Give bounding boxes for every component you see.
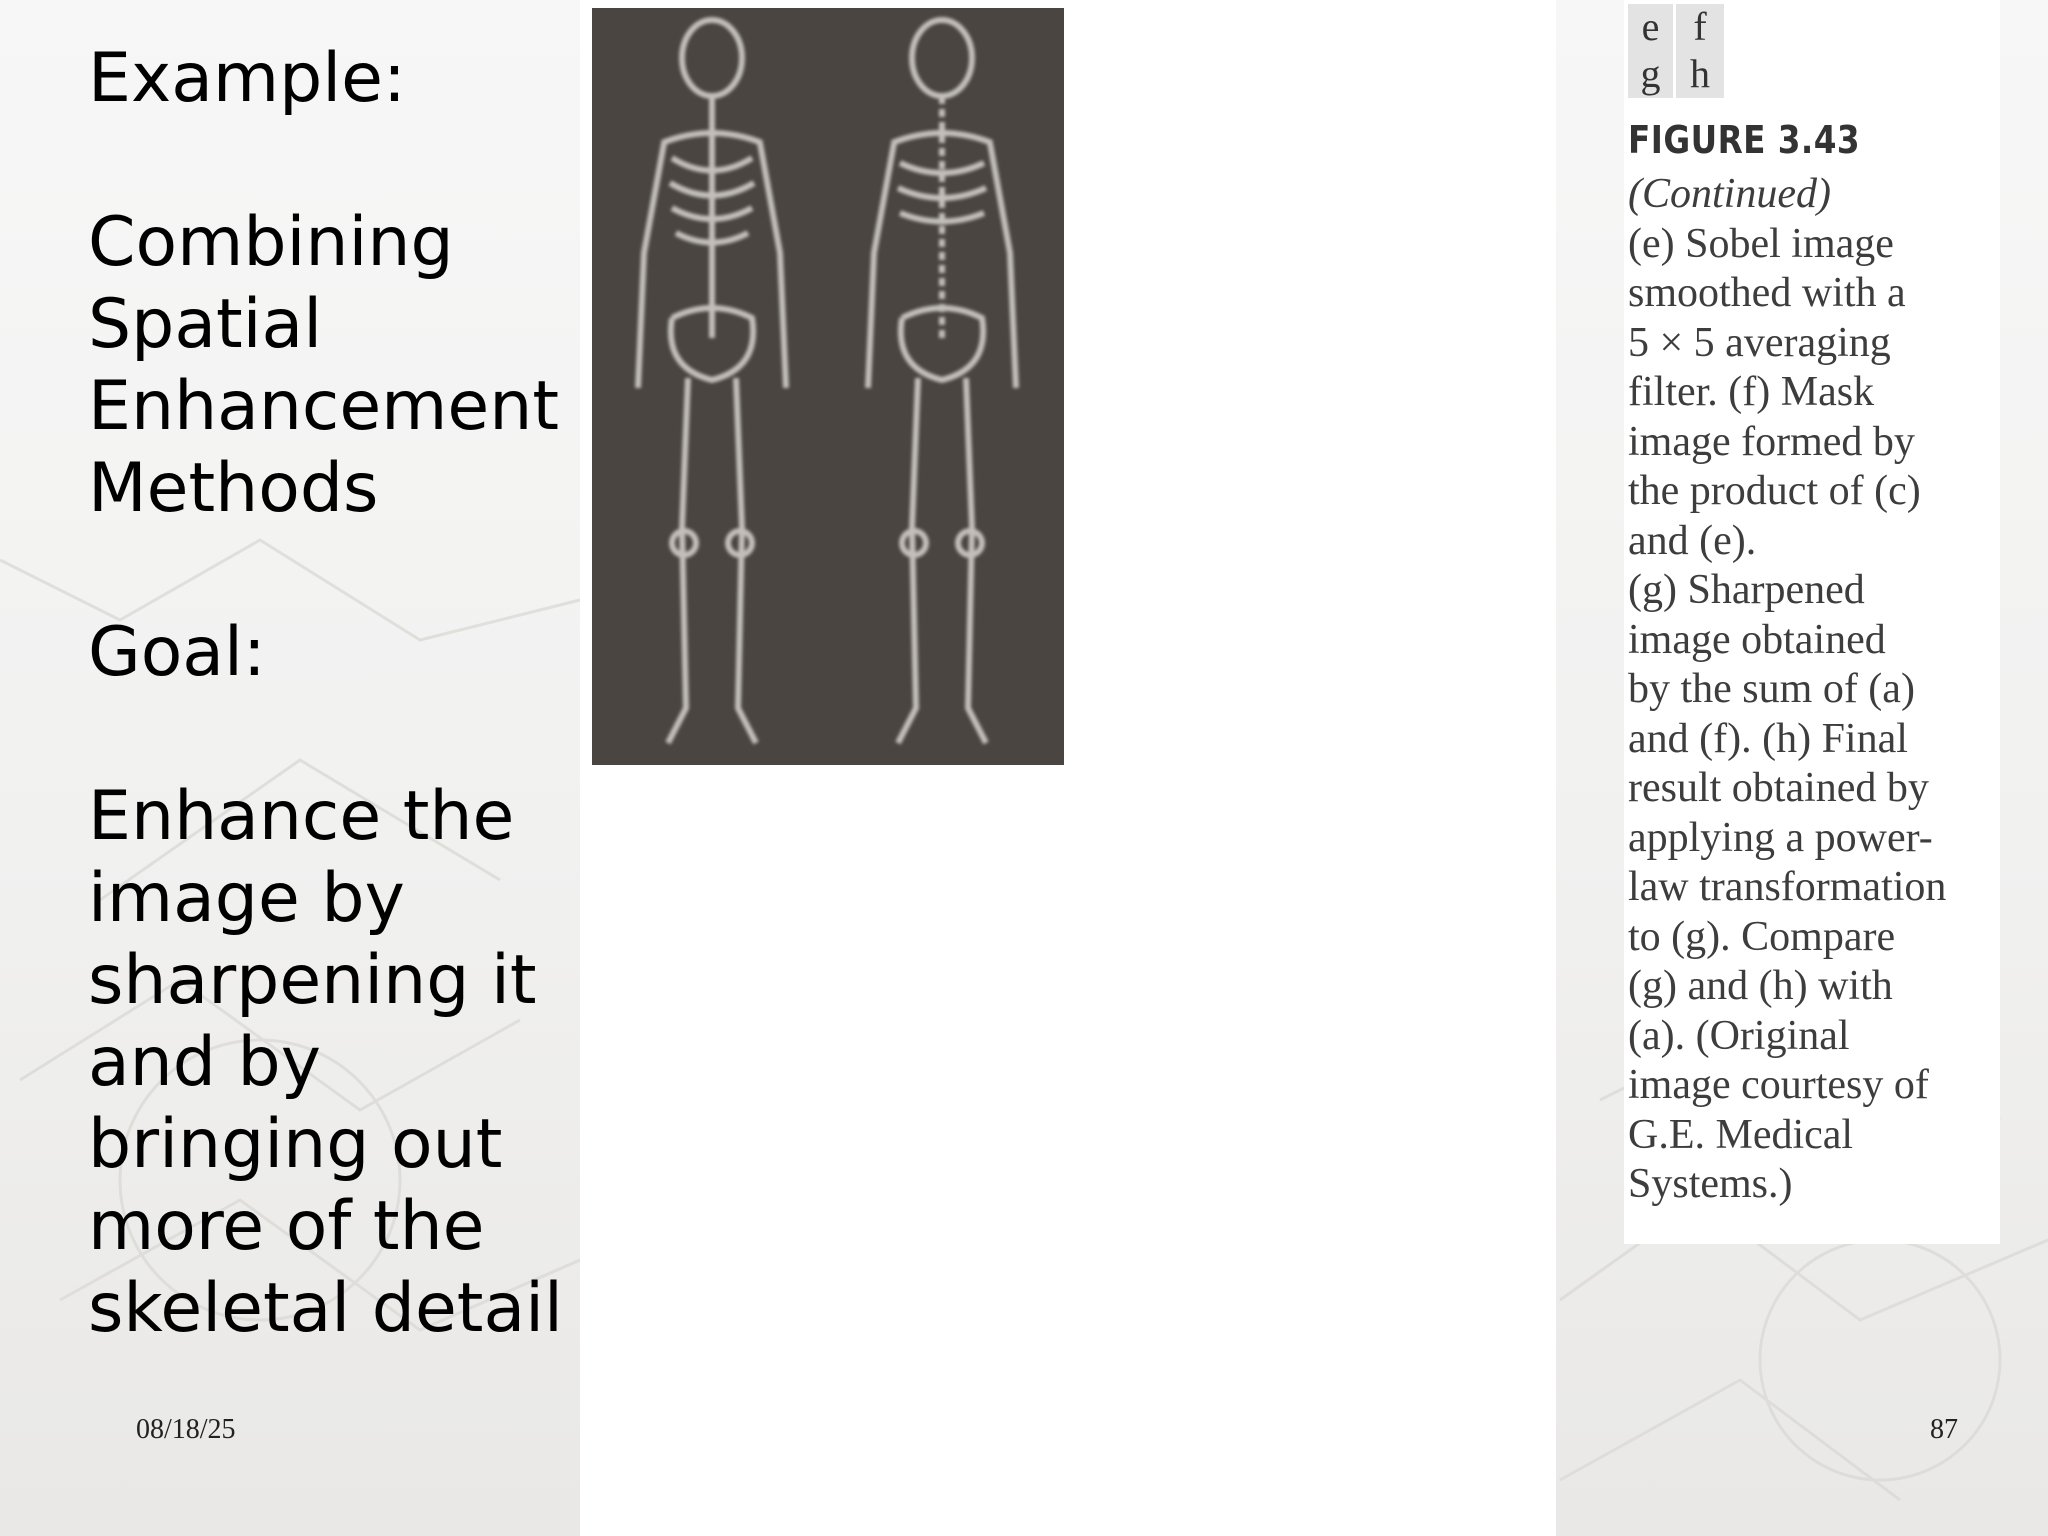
caption-line: and (e).	[1628, 517, 1757, 564]
caption-line: result obtained by	[1628, 765, 1929, 811]
goal-line: sharpening it	[88, 941, 537, 1020]
caption-line: to (g). Compare	[1628, 913, 1896, 960]
example-label: Example:	[88, 39, 406, 118]
title-line: Spatial	[88, 285, 323, 364]
skeleton-xray-image	[592, 8, 1064, 765]
caption-line: filter. (f) Mask	[1628, 369, 1875, 415]
goal-line: more of the	[88, 1187, 485, 1266]
goal-line: bringing out	[88, 1105, 503, 1184]
goal-label: Goal:	[88, 613, 266, 692]
caption-line: image formed by	[1628, 418, 1915, 465]
footer-date: 08/18/25	[136, 1414, 236, 1445]
caption-line: Systems.)	[1628, 1161, 1793, 1207]
slide-text	[88, 38, 588, 1350]
caption-line: image courtesy of	[1628, 1062, 1929, 1108]
subfigure-grid-label	[1628, 4, 1724, 98]
caption-line: applying a power-	[1628, 814, 1933, 861]
goal-line: and by	[88, 1023, 321, 1102]
subfigure-label: g	[1628, 51, 1676, 98]
goal-line: Enhance the	[88, 777, 515, 856]
subfigure-label: h	[1690, 51, 1710, 96]
caption-line: (a). (Original	[1628, 1012, 1850, 1059]
figure-caption	[1628, 170, 1998, 1210]
figure-title: FIGURE 3.43	[1628, 118, 1861, 162]
caption-line: image obtained	[1628, 616, 1886, 663]
title-line: Methods	[88, 449, 379, 528]
goal-line: image by	[88, 859, 405, 938]
subfigure-label: f	[1693, 4, 1707, 49]
caption-line: the product of (c)	[1628, 468, 1921, 514]
caption-line: (Continued)	[1628, 171, 1831, 217]
subfigure-label: e	[1628, 4, 1676, 51]
caption-line: 5 × 5 averaging	[1628, 319, 1891, 366]
title-line: Enhancement	[88, 367, 559, 446]
page-number: 87	[1930, 1414, 1958, 1445]
caption-line: (g) Sharpened	[1628, 567, 1865, 613]
caption-line: smoothed with a	[1628, 270, 1906, 316]
caption-line: G.E. Medical	[1628, 1111, 1854, 1158]
caption-line: law transformation	[1628, 864, 1947, 910]
goal-line: skeletal detail	[88, 1269, 563, 1348]
caption-line: by the sum of (a)	[1628, 666, 1915, 712]
caption-line: (e) Sobel image	[1628, 220, 1894, 267]
caption-line: and (f). (h) Final	[1628, 715, 1908, 762]
caption-line: (g) and (h) with	[1628, 963, 1893, 1009]
title-line: Combining	[88, 203, 454, 282]
